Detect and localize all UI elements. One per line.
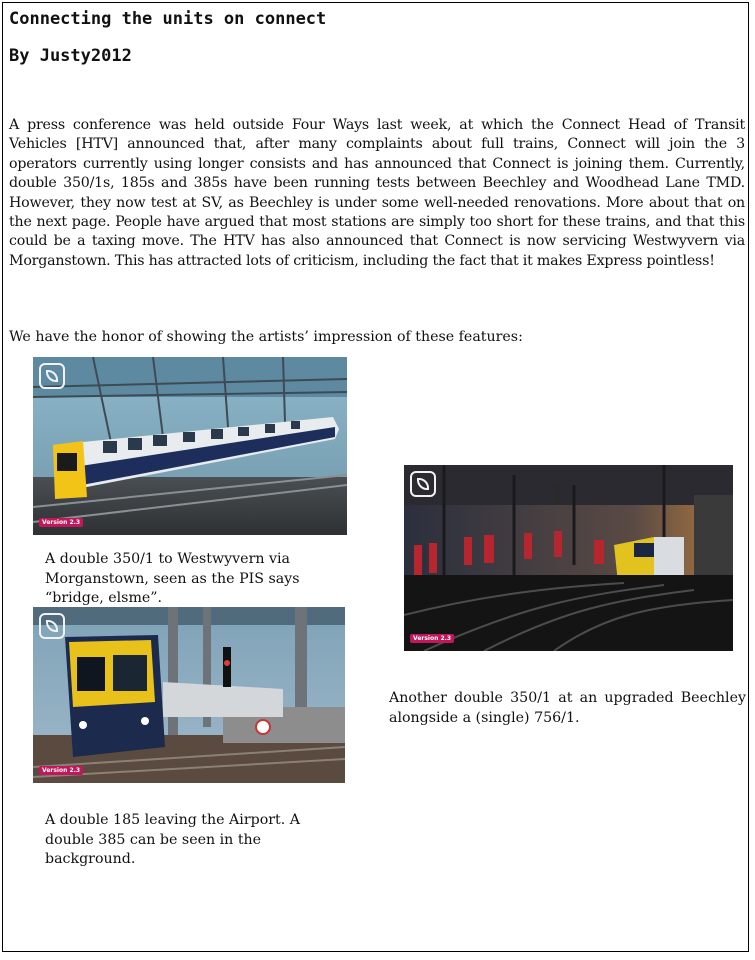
game-logo-icon	[39, 363, 65, 389]
article-author: By Justy2012	[9, 46, 132, 66]
article-body-paragraph: A press conference was held outside Four Ways last week, at which the Connect Head of Transit Vehicles [HTV] announced that, after many complaints about full trains, Connect will join the 3 operators currently using longer consists and has announced that Connect is joining them. Currently, double 350/1s, 185s and 385s have been running tests between Beechley and Woodhead Lane TMD. However, they now test at SV, as Beechley is under some well-needed renovations. More about that on the next page. People have argued that most stations are simply too short for these trains, and that this could be a taxing move. The HTV has also announced that Connect is now servicing Westwyvern via Morganstown. This has attracted lots of criticism, including the fact that it makes Express pointless!	[9, 117, 745, 269]
photo-double-185-airport	[33, 607, 345, 783]
photo-1-caption: A double 350/1 to Westwyvern via Morganstown, seen as the PIS says “bridge, elsme”.	[45, 551, 300, 606]
photo-double-350-1-beechley	[404, 465, 733, 651]
version-badge: Version 2.3	[410, 634, 454, 643]
train-scene-3-illustration	[33, 607, 345, 783]
document-page	[2, 2, 749, 952]
article-title: Connecting the units on connect	[9, 9, 327, 29]
game-logo-icon	[410, 471, 436, 497]
photo-3-caption: A double 185 leaving the Airport. A double 385 can be seen in the background.	[45, 812, 300, 867]
game-logo-icon	[39, 613, 65, 639]
images-intro-line: We have the honor of showing the artists’ impression of these features:	[9, 329, 523, 345]
train-scene-1-illustration	[33, 357, 347, 535]
photo-double-350-1-westwyvern	[33, 357, 347, 535]
train-scene-2-illustration	[404, 465, 733, 651]
version-badge: Version 2.3	[39, 518, 83, 527]
version-badge: Version 2.3	[39, 766, 83, 775]
photo-2-caption: Another double 350/1 at an upgraded Beechley alongside a (single) 756/1.	[389, 690, 746, 726]
